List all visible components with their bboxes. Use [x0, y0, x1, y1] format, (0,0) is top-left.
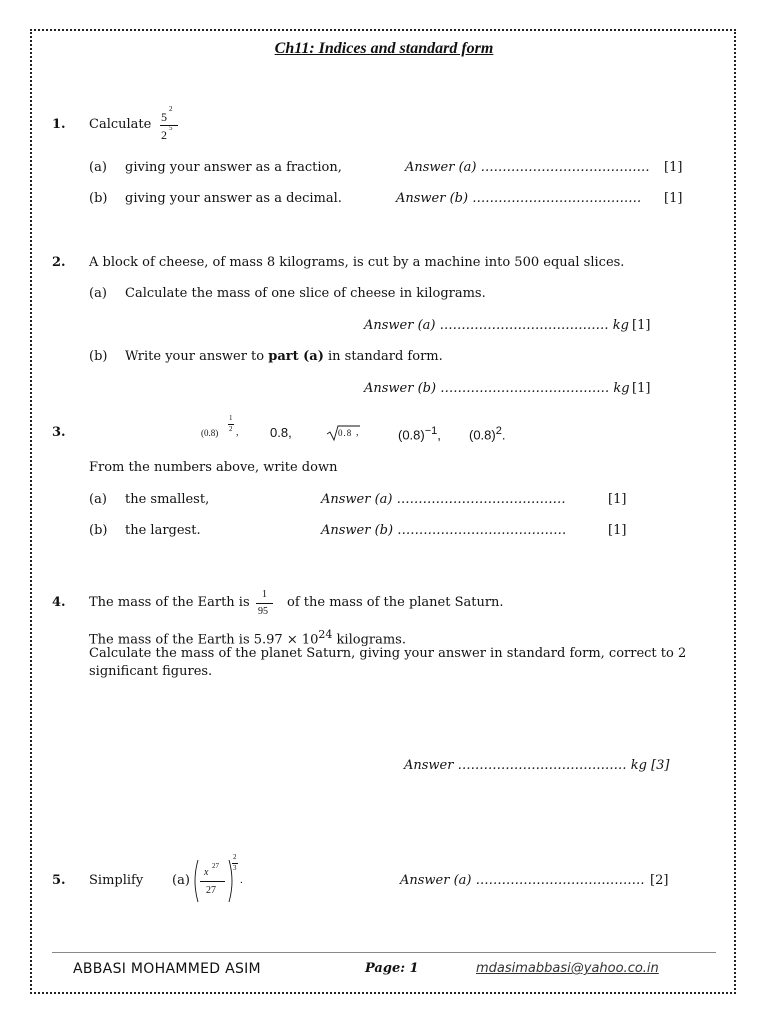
q4-frac-den: 95	[258, 606, 268, 617]
footer-email-link[interactable]: mdasimabbasi@yahoo.co.in	[476, 961, 659, 976]
q2-number: 2.	[52, 255, 66, 270]
q4-frac-num: 1	[262, 589, 267, 600]
q3b-text: the largest.	[125, 523, 201, 538]
q3a-label: (a)	[89, 492, 107, 507]
q3-n3-radicand: 0.8	[338, 428, 353, 438]
q4-line2	[89, 628, 406, 647]
q3-n5-period: .	[501, 427, 506, 443]
q1b-marks: [1]	[664, 191, 683, 206]
q3a-text: the smallest,	[125, 492, 210, 507]
q3a-answer: Answer (a) …………………………………	[321, 492, 566, 507]
q5-number: 5.	[52, 873, 66, 888]
q1a-text: giving your answer as a fraction,	[125, 160, 342, 175]
q3-n1-base: (0.8)	[201, 428, 219, 438]
q3-n1-comma: ,	[236, 427, 239, 438]
footer-author: ABBASI MOHAMMED ASIM	[73, 961, 261, 977]
q1a-answer: Answer (a) …………………………………	[405, 160, 650, 175]
q1a-marks: [1]	[664, 160, 683, 175]
q5-text: Simplify	[89, 873, 144, 888]
q4-answer: Answer ………………………………… kg [3]	[404, 758, 670, 773]
q4-line2-post: kilograms.	[336, 632, 406, 648]
q3b-marks: [1]	[608, 523, 627, 538]
q1b-answer: Answer (b) …………………………………	[396, 191, 642, 206]
q1-frac-den-exp: 5	[169, 124, 173, 132]
q3-n5-exp: 2	[495, 425, 502, 437]
q1b-label: (b)	[89, 191, 108, 206]
q2b-text-post: in standard form.	[323, 349, 443, 364]
q4-line3: Calculate the mass of the planet Saturn, giving your answer in standard form, correct to 2	[89, 646, 687, 661]
q5-answer: Answer (a) …………………………………	[400, 873, 645, 888]
q2b-answer: Answer (b) ………………………………… kg	[364, 381, 630, 396]
q3-number: 3.	[52, 425, 66, 440]
q5-marks: [2]	[650, 873, 669, 888]
q2a-label: (a)	[89, 286, 107, 301]
q3-n4	[398, 425, 441, 442]
q2b-label: (b)	[89, 349, 108, 364]
q4-line1-pre: The mass of the Earth is	[89, 595, 250, 610]
q1-frac-num-base: 5	[161, 110, 167, 124]
q5-exp-num: 2	[233, 853, 237, 861]
q3-n2: 0.8,	[270, 425, 292, 440]
q4-line2-pre: The mass of the Earth is 5.97 × 10	[89, 632, 319, 648]
q5-part-label: (a)	[172, 873, 190, 888]
q1-text: Calculate	[89, 117, 152, 132]
q3-n4-comma: ,	[437, 427, 441, 443]
q2a-text: Calculate the mass of one slice of cheese in kilograms.	[125, 286, 486, 301]
q1-frac-den-base: 2	[161, 128, 167, 142]
q1-number: 1.	[52, 117, 66, 132]
q3-n1-exp-num: 1	[229, 414, 233, 422]
q2-text: A block of cheese, of mass 8 kilograms, is cut by a machine into 500 equal slices.	[89, 255, 625, 270]
q1a-label: (a)	[89, 160, 107, 175]
q3-n5	[469, 425, 505, 442]
q5-period: .	[240, 874, 243, 886]
q2b-text-pre: Write your answer to	[125, 349, 269, 364]
q3-n4-base: (0.8)	[398, 427, 425, 443]
q3-n5-base: (0.8)	[469, 427, 496, 443]
q5-fraction-bar	[200, 881, 225, 882]
q3b-label: (b)	[89, 523, 108, 538]
q2b-text	[125, 349, 443, 364]
footer-divider	[52, 952, 716, 953]
q5-exp-den: 3	[233, 864, 237, 872]
q3-n1-exp-den: 2	[229, 425, 233, 433]
q3b-answer: Answer (b) …………………………………	[321, 523, 567, 538]
q4-line4: significant figures.	[89, 664, 213, 679]
q2b-text-bold: part (a)	[268, 349, 324, 364]
q1b-text: giving your answer as a decimal.	[125, 191, 342, 206]
q3a-marks: [1]	[608, 492, 627, 507]
q2b-marks: [1]	[632, 381, 651, 396]
q2a-answer: Answer (a) ………………………………… kg	[364, 318, 629, 333]
footer-page-number: Page: 1	[365, 961, 419, 976]
q3-n4-exp: −1	[424, 425, 438, 437]
q5-x-exp: 27	[212, 862, 219, 870]
q3-n3-comma: ,	[356, 427, 359, 438]
q5-x: x	[204, 867, 209, 878]
q2a-marks: [1]	[632, 318, 651, 333]
q4-number: 4.	[52, 595, 66, 610]
q4-fraction-bar	[256, 603, 273, 604]
q3-instruction: From the numbers above, write down	[89, 460, 338, 475]
q5-den: 27	[206, 885, 216, 896]
q1-frac-num-exp: 2	[169, 105, 173, 113]
q4-line1-post: of the mass of the planet Saturn.	[287, 595, 504, 610]
page-title: Ch11: Indices and standard form	[274, 40, 494, 57]
q4-line2-exp: 24	[318, 628, 333, 641]
